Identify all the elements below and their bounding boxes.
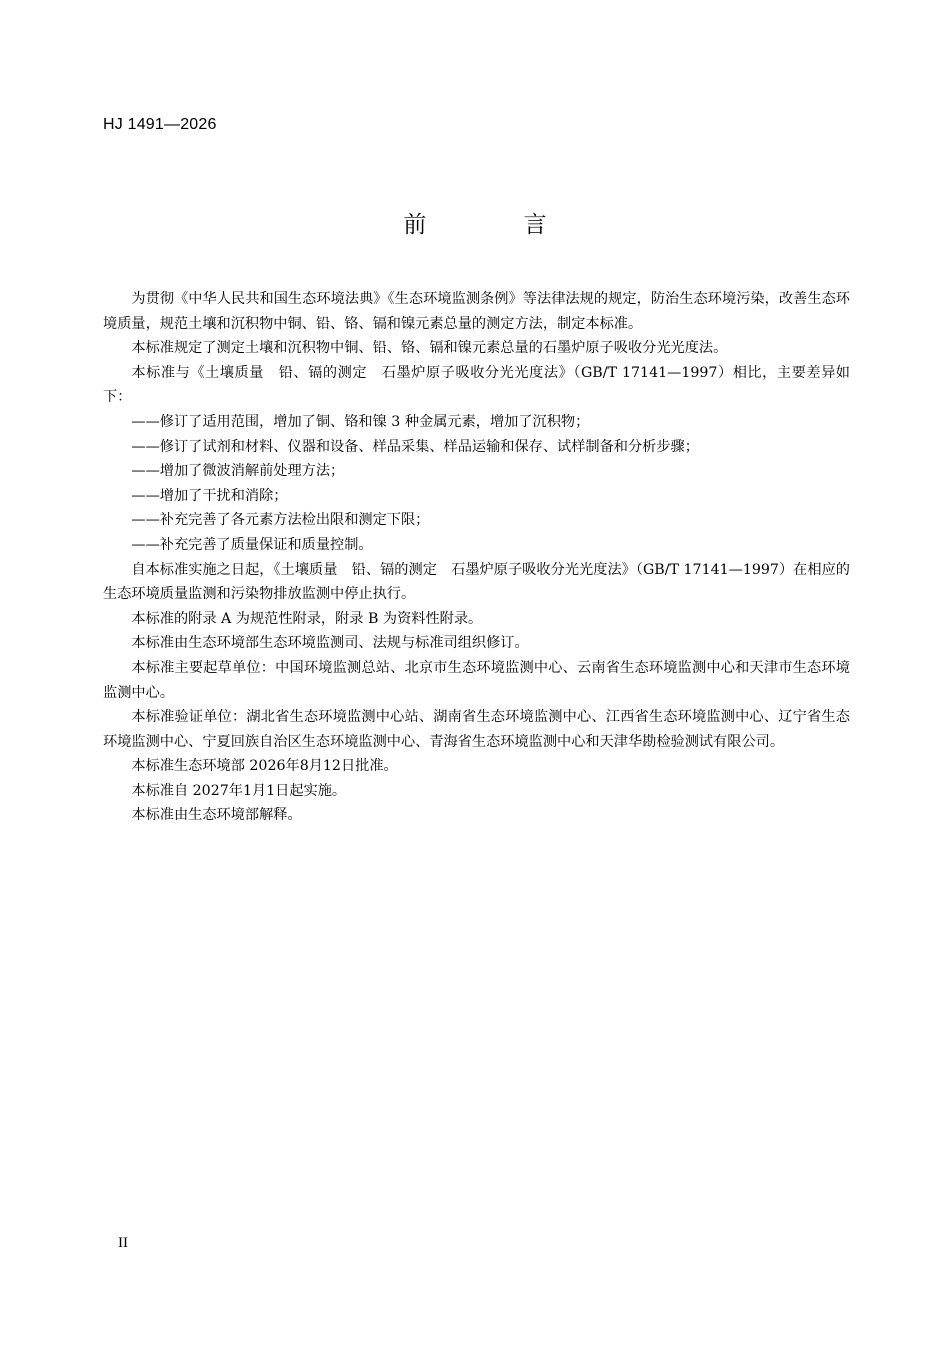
difference-list-item: ——增加了微波消解前处理方法；: [131, 463, 345, 480]
difference-list-item: ——修订了试剂和材料、仪器和设备、样品采集、样品运输和保存、试样制备和分析步骤；: [131, 438, 699, 455]
standard-code: HJ 1491—2026: [103, 116, 217, 133]
paragraph: 本标准由生态环境部生态环境监测司、法规与标准司组织修订。: [131, 635, 529, 652]
difference-list-item: ——补充完善了各元素方法检出限和测定下限；: [131, 512, 430, 529]
paragraph: 自本标准实施之日起，《土壤质量 铅、镉的测定 石墨炉原子吸收分光光度法》（GB/T 17141—1997）在相应的生态环境质量监测和污染物排放监测中停止执行。: [103, 561, 850, 603]
difference-list-item: ——修订了适用范围，增加了铜、铬和镍 3 种金属元素，增加了沉积物；: [131, 413, 590, 430]
paragraph: 本标准由生态环境部解释。: [131, 807, 302, 824]
paragraph: 本标准生态环境部 2026年8月12日批准。: [131, 758, 398, 775]
paragraph: 本标准自 2027年1月1日起实施。: [131, 782, 347, 799]
page-title: 前 言: [403, 212, 592, 238]
paragraph: 本标准的附录 A 为规范性附录，附录 B 为资料性附录。: [131, 610, 483, 627]
paragraph: 为贯彻《中华人民共和国生态环境法典》《生态环境监测条例》等法律法规的规定，防治生态环境污染，改善生态环境质量，规范土壤和沉积物中铜、铅、铬、镉和镍元素总量的测定方法，制定本标准。: [103, 291, 850, 332]
paragraph: 本标准规定了测定土壤和沉积物中铜、铅、铬、镉和镍元素总量的石墨炉原子吸收分光光度法。: [131, 340, 728, 357]
paragraph: 本标准与《土壤质量 铅、镉的测定 石墨炉原子吸收分光光度法》（GB/T 17141—1997）相比，主要差异如下：: [103, 364, 850, 406]
foreword-body: [103, 287, 850, 828]
paragraph: 本标准主要起草单位：中国环境监测总站、北京市生态环境监测中心、云南省生态环境监测中心和天津市生态环境监测中心。: [103, 659, 850, 701]
difference-list-item: ——补充完善了质量保证和质量控制。: [131, 536, 373, 553]
paragraph: 本标准验证单位：湖北省生态环境监测中心站、湖南省生态环境监测中心、江西省生态环境监测中心、辽宁省生态环境监测中心、宁夏回族自治区生态环境监测中心、青海省生态环境监测中心和天津华勘检验测试有限公司。: [103, 709, 850, 750]
page-number: II: [118, 1235, 128, 1251]
difference-list-item: ——增加了干扰和消除；: [131, 487, 288, 504]
